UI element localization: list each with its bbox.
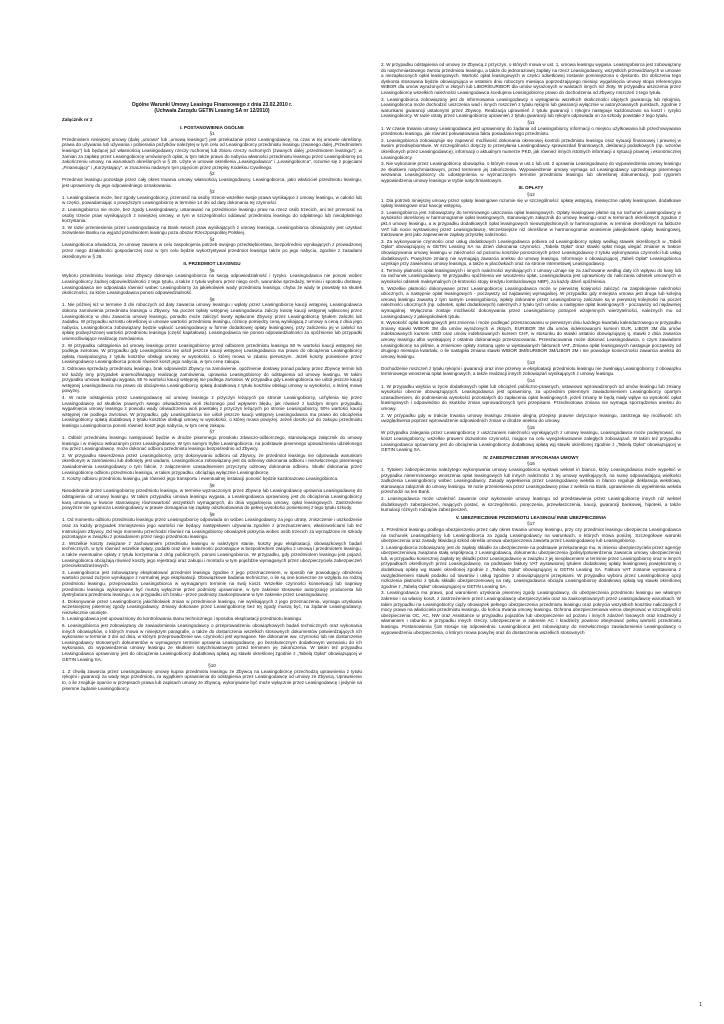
paragraph-text: 3. W razie przeniesienia przez Leasingodawcę na Bank swoich praw wynikających z umowy leasingu, Leasingobiorca obowiązany jest uzyskać zezwolenie Banku na wyjazd przedmiotem leasingu poza obszar Rzeczpospolitej Polskiej. [62, 224, 362, 236]
paragraph-number: §16 [527, 461, 535, 467]
paragraph-number: §1 [209, 131, 215, 137]
document-resolution: (Uchwała Zarządu GETIN Leasing SA nr 12/2010) [154, 108, 270, 114]
paragraph-text: 4. Dokonywanie przez Leasingobiorcę jakichkolwiek zmian w przedmiocie leasingu, nie wynikających z jego przeznaczenia, wymaga uzyskania wcześniejszej pisemnej zgody Leasingodawcy. Zmiany dokonane przez Leasingobiorcę bez tej zgody muszą być, na żądanie Leasingodawcy, niezwłocznie usunięte. [62, 598, 362, 615]
paragraph-text: 2. Leasingobiorca nie może, bez zgody Leasingodawcy, ustanawiać na przedmiocie leasingu praw na rzecz osób trzecich, ani też przenosić na osoby trzecie praw wynikających z niniejszej umowy, w tym w szczególności oddawać przedmiotu leasingu do odpłatnego lub nieodpłatnego korzystania. [62, 206, 362, 224]
paragraph-text: 1. W przypadku wejścia w życie dodatkowych opłat lub obciążeń publiczno-prawnych, ustawowo wprowadzonych od umów leasingu lub zmiany wysokości obecnie obowiązujących, Leasingodawca jest uprawniony, za uprzednim pisemnym zawiadomieniem Leasingobiorcy opartym uzasadnieniem, do podniesienia wysokości pozostałych do zapłacenia opłat leasingowych, jeżeli zmiany te będą miały wpływ na wysokość opłat leasingowych i odpowiednio do skutków zmian wprowadzonych tymi przepisami. Przedmiotowa zmiana nie wymaga sporządzenia aneksu do umowy. [381, 383, 681, 412]
paragraph-text: 1. Nie później niż w terminie 3 dni roboczych od daty zawarcia umowy leasingu i wpłaty przez Leasingobiorcę kaucji wstępnej, Leasingodawca dokona zamówienia przedmiotu leasingu u Zbywcy. Na poczet opłaty wstępnej Leasingodawca zaliczy kwotę kaucji wstępnej wpłaconej przez Leasingobiorcę w dniu zawarcia umowy leasingu, ponadto może zaliczyć kwoty wpłacone Zbywcy przez Leasingobiorcę tytułem zaliczki lub zadatku. W przypadku wzrostu określonej w umowie wartości przedmiotu leasingu, różnicę pomiędzy ceną wynikającą z umowy a ceną z dnia jego nabycia, Leasingobiorca zobowiązany będzie wpłacić Leasingodawcy w formie dodatkowej opłaty leasingowej, przy zaliczeniu jej w całości na spłatę podwyższonej wartości przedmiotu leasingu (część kapitałowa). Leasingodawca nie ponosi odpowiedzialności za opóźnienie lub przypadki uniemożliwiające realizację zamówienia. [62, 302, 362, 341]
paragraph-number: §8 [209, 482, 215, 488]
paragraph-text: 2. Wszelkie koszty związane z zachowaniem przedmiotu leasingu w należytym stanie, koszty jego eksploatacji, obowiązkowych badań technicznych, w tym również wszelkie opłaty, podatki oraz inne należności pozostające w bezpośrednim związku z umową i przedmiotem leasingu, a także ewentualne opłaty z tytułu korzystania z dróg publicznych, ponosi Leasingobiorca. W przypadku, gdy przedmiotem leasingu jest pojazd, Leasingobiorca obciążają również koszty jego rejestracji oraz zakupu i montażu w tym pojeździe wymaganych przez ubezpieczyciela zabezpieczeń przeciwkradzieżowych. [62, 540, 362, 569]
paragraph-number: §11 [527, 119, 535, 125]
paragraph-text: 6. Leasingobiorca jest zobowiązany do zawiadomienia Leasingodawcy o przeprowadzeniu obowiązkowych badań technicznych oraz wykonania innych obowiązków, o których mowa w niniejszym paragrafie, a także do dostarczenia wszelkich stosownych dokumentów potwierdzających ich wykonanie w terminie 3 dni od dnia, w którym przeprowadzenie ww. czynności jest wymagane. Nie dokonanie ww. czynności lub nie dostarczenie Leasingodawcy stosownych dokumentów w wymaganym terminie uprawnia Leasingodawcę, po bezskutecznym dodatkowym wezwaniu do ich wykonania, do wypowiedzenia umowy leasingu ze skutkiem natychmiastowym przed terminem jej zakończenia. W takim też przypadku Leasingodawca uprawniony jest do obciążenia Leasingobiorcy dodatkową opłatą wg stawki określonej zgodnie z „Tabelą Opłat” obowiązującej w GETIN Leasing SA. [62, 623, 362, 662]
paragraph-number: §9 [209, 511, 215, 517]
paragraph-number: §15 [527, 424, 535, 430]
paragraph-text: 3. Odmowa sprzedaży przedmiotu leasingu, brak odpowiedzi Zbywcy na zamówienie, opóźnienie dostawy ponad podany przez Zbywcę termin lub też każdy inny przypadek uniemożliwiający realizację zamówienia, uprawnia Leasingobiorcę do odstąpienia od umowy leasingu. W takim przypadku umowa leasingu wygasa, 50 % wartości kaucji wstępnej nie podlega zwrotowi. W przypadku gdy Leasingobiorca nie uiścił jeszcze kaucji wstępnej Leasingodawca ma prawo do obciążenia Leasingobiorcy opłatą dodatkową z tytułu kosztów obsługi umowy w wysokości, o której mowa powyżej. [62, 365, 362, 394]
paragraph-text: 2. Leasingobiorca jest zobowiązany do terminowego uiszczania opłat leasingowych. Opłaty leasingowe płatne są na rachunek Leasingodawcy w wysokości określonej w harmonogramie opłat leasingowych, stanowiącym załącznik do umowy leasingu oraz w terminach określonych zgodnie z pkt.4 umowy leasingu, a w przypadku dodatkowych opłat leasingowych nieuwzględnionych w harmonogramie, w terminie określonym na fakturze VAT lub nocie wystawionej przez Leasingodawcę. Wcześniejsze niż określone w harmonogramie wniesienie jakiejkolwiek opłaty leasingowej, traktowane jest jako zapewnienie zapłaty przyszłej należności. [381, 209, 681, 238]
paragraph-number: §3 [209, 189, 215, 195]
paragraph-text: Przedmiotem niniejszej umowy (dalej „umowa” lub „umową leasingu”) jest przekazanie przez Leasingodawcę, na czas w tej umowie określony, prawa do używania lub używania i pobierania pożytków należytej w tym celu od Leasingobiorcy przedmiotu leasingu (zwanego dalej „Przedmiotem leasingu”) lub będącej już własnością Leasingodawcy rzeczy ruchomej lub zbioru rzeczy ruchomych (zwanych dalej „przedmiotem leasingu”), w zamian za zapłatę przez Leasingobiorcę umówionych opłat, w tym także prawo do nabycia własności przedmiotu leasingu przez Leasingobiorcę po zakończeniu umowy, na warunkach określonych w § 26. Użyte w umowie określenia „Leasingodawca” i „Leasingobiorca”, rozumie się z pojęciami „Finansujący” i „Korzystający”, w znaczeniu nadanym tym pojęciom przez przepisy Kodeksu Cywilnego. [62, 136, 362, 170]
section-heading: IV. ZABEZPIECZENIE WYKONANIA UMOWY [483, 454, 579, 460]
page-number: 1 [699, 1002, 702, 1008]
paragraph-text: Dochodzenie roszczeń z tytułu rękojmi i gwarancji oraz inne przerwy w eksploatacji przedmiotu leasingu nie zwalniają Leasingobiorcy z obowiązku terminowego wnoszenia opłat leasingowych, a także realizacji innych zobowiązań wynikających z umowy leasingu. [381, 365, 681, 377]
paragraph-number: §17 [527, 521, 535, 527]
paragraph-text: 3. Leasingobiorca zobowiązany jest do informowania Leasingodawcy o wystąpieniu wszelkich okoliczności objętych gwarancją lub rękojmią. Leasingobiorca może dochodzić uiszczenia wad i innych roszczeń z tytułu rękojmi lub gwarancji wyłącznie w autoryzowanych punktach, zgodnie z warunkami gwarancji ustalonymi przez Zbywcę. Realizacja uprawnień z tytułu gwarancji i rękojmi następuje każdorazowo na koszt i ryzyko Leasingobiorcy. W razie utraty przez Leasingobiorcę uprawnień z tytułu gwarancji lub rękojmi odpowiada on za szkody powstałe z tego tytułu. [381, 96, 681, 119]
paragraph-text: W przypadku zalegania przez Leasingobiorcę z uiszczaniem należności wynikających z umowy leasingu, Leasingodawca może podejmować, na koszt Leasingobiorcy, wszelkie prawem dozwolone czynności, mające na celu wyegzekwowanie zaległych zobowiązań. W takim też przypadku Leasingodawca uprawniony jest do obciążenia Leasingobiorcy dodatkową opłatą wg stawki określonej zgodnie z „Tabelą Opłat” obowiązującej w GETIN Leasing SA. [381, 430, 681, 453]
paragraph-text: 1. Tytułem zabezpieczenia należytego wykonywania umowy Leasingobiorca wystawi weksel in blanco, który Leasingodawca może wypełnić w przypadku nieterminowego wnoszenia opłat leasingowych lub innych należności z tej umowy wynikających, na sumę odpowiadającą wielkości zadłużenia Leasingobiorcy wobec Leasingodawcy. Zasady wypełnienia przez Leasingodawcę weksla in blanco reguluje deklaracja wekslowa, stanowiąca załącznik do umowy leasingu. W razie przeniesienia przez Leasingodawcę praw z weksla na Bank, uprawnienie do wypełnienia weksla przechodzi na ten Bank. [381, 466, 681, 495]
right-column [381, 62, 681, 1007]
paragraph-text: Leasingobiorca oświadcza, że umowę zawiera w celu zaspokojenia potrzeb swojego przedsiębiorstwa, bezpośrednio wynikających z prowadzonej przez niego działalności gospodarczej oraz w tym celu będzie wykorzystywał przedmiot leasingu także po jego nabyciu, zgodnie z zasadami określonymi w § 26. [62, 242, 362, 259]
paragraph-text: 3. Leasingobiorca jest zobowiązany eksploatować przedmiot leasingu zgodnie z jego przeznaczeniem, w sposób nie powodujący obniżenia wartości ponad zużycie wynikające z normalnej jego eksploatacji. Obowiązkowe badania techniczne, o ile są one konieczne ze względu na rodzaj przedmiotu leasingu, przeprowadza Leasingobiorca w wymaganym terminie na swój koszt. Wszelkie czynności konserwacji lub naprawy przedmiotu leasingu wykonywane być muszą wyłącznie przez podmioty uprawnione, w tym zakresie stosownie autoryzację producenta lub dystrybutora przedmiotu leasingu, a w przypadku ich braku - przez podmioty zaakceptowane w tym zakresie przez Leasingodawcę. [62, 569, 362, 598]
paragraph-text: 1. W czasie trwania umowy Leasingodawca jest uprawniony do żądania od Leasingobiorcy informacji o miejscu użytkowania lub przechowywania przedmiotu leasingu, jak również pokwiatowania faktu posiadania tego przedmiotu. [381, 125, 681, 137]
paragraph-text: 1. Przedmiot leasingu podlega ubezpieczeniu przez cały okres trwania umowy leasingu, przy czy przedmiot leasingu ubezpiecza Leasingodawca na rachunek Leasingobiorcy lub Leasingobiorca za zgodą Leasingodawcy na warunkach, o których mowa poniżej. Szczegółowe warunki ubezpieczenia oraz zasady likwidacji szkód określa umowa ubezpieczenia zawarta przez Leasingodawcę lub Leasingobiorcę. [381, 526, 681, 544]
paragraph-text: 1. Dla potrzeb niniejszej umowy przez opłaty leasingowe rozumie się w szczególności: opłatę wstępną, miesięczne opłaty leasingowe, dodatkowe opłaty leasingowe oraz kaucję wstępną. [381, 197, 681, 209]
paragraph-text: 1. Z chwilą zawarcia przez Leasingodawcę umowy kupna przedmiotu leasingu ze Zbywcą na Leasingobiorcę przechodzą uprawnienia z tytułu rękojmi i gwarancji za wady tego przedmiotu, za wyjątkiem uprawnienia do odstąpienia przez Leasingodawcę od umowy ze Zbywcą. Uprawnienie to, o ile znajduje oparcie w przepisach prawa lub zapisach umowy ze Zbywcą, wykonywane być może wyłącznie przez Leasingodawcę i jedynie na pisemne żądanie Leasingobiorcy. [62, 668, 362, 691]
paragraph-text: 3. Nie wykonanie przez Leasingobiorcę obowiązku, o którym mowa w ust.1 lub ust. 2 uprawnia Leasingodawcę do wypowiedzenia umowy leasingu ze skutkiem natychmiastowym, przed terminem jej zakończenia. Wypowiedzenie umowy wymaga od Leasingodawcy uprzedniego pisemnego wezwania Leasingobiorcy do udostępnienia w wyznaczonym terminie przedmiotu leasingu lub określonej dokumentacji, pod rygorem wypowiedzenia umowy leasingu w trybie natychmiastowym. [381, 161, 681, 183]
paragraph-text: 5. Leasingodawca jest upoważniony do kontrolowania stanu technicznego i sposobu eksploatacji przedmiotu leasingu. [62, 616, 303, 622]
paragraph-text: 5. Wszelkie płatności dokonywane przez Leasingobiorcę Leasingodawca może w pierwszej kolejności zaliczyć na zaspokojenie należności ubocznych, a następnie opłat leasingowych - począwszy od najdawniej wymagalnej. W przypadku gdy mniejsza umowa jest druga lub kolejną umową leasingu zawartą z tym samym Leasingobiorcą, wpłaty dokonane przez Leasingobiorcę zaliczane są w pierwszej kolejności na poczet należności ubocznych (np. odsetek, opłat dodatkowych) należnych z tytułu tych umów, a następnie opłat leasingowych - począwszy od najdawniej wymagalnej. Wyłączona zostaje możliwość dokonywania przez Leasingobiorcę potrąceń wzajemnych wierzytelności, należnych mu od Leasingodawcy z jakiegokolwiek tytułu. [381, 285, 681, 319]
paragraph-number: §4 [209, 236, 215, 242]
paragraph-text: Wyboru przedmiotu leasingu oraz Zbywcy dokonuje Leasingobiorca na swoją odpowiedzialność i ryzyko. Leasingodawca nie ponosi wobec Leasingobiorcy żadnej odpowiedzialności z tego tytułu, a także z tytułu wyboru przez niego cech, warunków sprzedaży, terminu i sposobu dostawy. Leasingodawca nie odpowiada również wobec Leasingobiorcy za jakiekolwiek wady przedmiotu leasingu, chyba że wady te powstały na skutek okoliczności, za które Leasingodawca ponosi odpowiedzialność. [62, 273, 362, 296]
document-title: Ogólne Warunki Umowy Leasingu Finansowego z dnia 23.02.2010 r. [131, 102, 293, 108]
paragraph-number: §5 [209, 267, 215, 273]
paragraph-text: 2. W przypadku odstąpienia od umowy leasingu przez Leasingobiorcę przed odbiorem przedmiotu leasingu 50 % wartości kaucji wstępnej nie podlega zwrotowi. W przypadku gdy Leasingobiorca nie uiścił jeszcze kaucji wstępnej Leasingodawca ma prawo do obciążenia Leasingobiorcy opłatą manipulacyjną z tytułu kosztów obsługi umowy w wysokości, o której mowa w zdaniu pierwszym. Jeżeli koszty poniesione przez Leasingodawcę Leasingobiorca ponosi również koszt jego nabycia, w tym cenę zakupu. [62, 342, 362, 365]
section-heading: I. POSTANOWIENIA OGÓLNE [180, 124, 244, 130]
paragraph-number: §12 [527, 192, 535, 198]
paragraph-text: 4. W razie odstąpienia przez Leasingodawcę od umowy leasingu z przyczyn leżących po stronie Leasingobiorcy, uchylenia się przez Leasingodawcę od skutków prawnych swego oświadczenia woli złożonego pod wpływem błędu, jak również z każdym innym przypadku wygaśnięcia umowy leasingu z powodu wady oświadczenia woli powstałej z przyczyn leżących po stronie Leasingobiorcy, 50% wartości kaucji wstępnej nie podlega zwrotowi. W przypadku, gdy Leasingobiorca nie uiścił jeszcze kaucji wstępnej Leasingodawca ma prawo do obciążenia Leasingobiorcy opłatą dodatkową z tytułu kosztów obsługi umowy w wysokości, o której mowa powyżej. Jeżeli doszło już do zakupu przedmiotu leasingu Leasingobiorca ponosi również koszt jego nabycia, w tym cenę zakupu. [62, 394, 362, 428]
paragraph-text: Nieodebranie przez Leasingobiorcę przedmiotu leasingu, w terminie wyznaczonym przez Zbywcę lub Leasingodawcę uprawnia Leasingodawcę do odstąpienia od umowy leasingu. W takim przypadku umowa leasingu wygasa, a Leasingodawca uprawniony jest do obciążenia Leasingobiorcy karą umowną w kwocie stanowiącej równowartość wszystkich wymaganych, do dnia wygaśnięcia umowy, opłat leasingowych. Zastrzeżenie powyższe nie ogranicza Leasingodawcy w prawie domagania się zapłaty odszkodowania do pełnej wysokości poniesionej z tego tytułu szkody. [62, 488, 362, 511]
paragraph-text: 3. Za wykonywanie czynności oraz usług dodatkowych Leasingodawca pobiera od Leasingobiorcy opłaty według stawek określonych w „Tabeli Opłat” obowiązującej w GETIN Leasing SA na dzień dokonania czynności. „Tabela Opłat” oraz stawki opłat mogą ulegać zmianie w trakcie obowiązywania umowy leasingu w zależności od poziomu kosztów ponoszonych przez Leasingodawcę z tytułu wykonywania czynności lub usług dodatkowych. Powyższe zmiany nie wymagają zawarcia aneksu do umowy leasingu. Informacje o obowiązującej „Tabeli Opłat” Leasingobiorca uzyskuje przy zawieraniu umowy leasingu, a także w placówkach oraz na stronie internetowej Leasingodawcy. [381, 238, 681, 267]
section-heading: V. UBEZPIECZENIE PRZEDMIOTU LEASINGU/ INNE UBEZPIECZENIA [455, 514, 607, 520]
paragraph-text: 4. Terminy płatności opłat leasingowych i innych należności wynikających z umowy uznaje się za zachowane według daty ich wpływu do kasy lub na rachunek Leasingodawcy. W przypadku opóźnienia we wnoszeniu opłat, Leasingodawca jest uprawniony do naliczania odsetek umownych w wysokości odsetek maksymalnych (4-krotności stopy kredytu lombardowego NBP), za każdy dzień opóźnienia. [381, 267, 681, 284]
paragraph-text: Przedmiot leasingu pozostaje przez cały okres trwania umowy własnością Leasingodawcy. Leasingobiorca, jako właściciel przedmiotu leasingu, jest uprawniony do jego odpowiedniego oznakowania. [62, 176, 362, 188]
paragraph-number: §13 [527, 360, 535, 366]
left-column [62, 102, 362, 1002]
paragraph-text: 1. Leasingodawca może, bez zgody Leasingobiorcy, przenosić na osoby trzecie wszelkie swoje prawa wynikające z umowy leasingu, w całości lub w części, powiadamiając o powyższym Leasingobiorcę w terminie 14 dni od daty dokonania tej czynności. [62, 194, 362, 206]
paragraph-text: 2. W przypadku gdy w trakcie trwania umowy leasingu zmianie ulegną przepisy prawne dotyczące leasingu, zastrzega się możliwość ich uwzględnienia poprzez wprowadzenie odpowiednich zmian w drodze aneksu do umowy. [381, 412, 681, 424]
paragraph-text: 6. Wysokość opłat leasingowych jest zmienna i może podlegać przeszacowaniu w pierwszym dniu każdego kwartału kalendarzowego w przypadku zmiany stawki WIBOR 3M dla umów wyrażonych w złotych, EURIBOR 3M dla umów indeksowanym kursem EUR, LIBOR 3M dla umów indeksowanych kursem USD oraz umów indeksowanych kursem CHF, w stosunku do stawki ostatnio obowiązującej tj. stawki z dnia zawarcia umowy leasingu albo wynikającej z ostatnio dokonanego przeszacowania. Przeszacowania może dokonać Leasingodawca, o czym zawiadomi Leasingobiorcę na piśmie, a zmienione opłaty zostaną ujęte w wystawianych fakturach VAT. Zmiana opłat leasingowych nastąpuje począwszy od drugiego miesiąca kwartału, o ile nastąpiła zmiana stawki WIBOR 3M/EURIBOR 3M/LIBOR 3M i nie powoduje konieczności zawarcia aneksu do umowy leasingu. [381, 320, 681, 359]
paragraph-number: §2 [209, 171, 215, 177]
paragraph-text: 2. Leasingodawca może uzależnić zawarcie oraz wykonanie umowy leasingu od przedstawienia przez Leasingobiorcę innych niż weksel dodatkowych zabezpieczeń, mających postać, w szczególności, poręczenia, przewłaszczenia, kaucji, gwarancji bankowej, hipoteki, a także kumulacji różnych rodzajów zabezpieczeń. [381, 495, 681, 513]
paragraph-text: 1. Od momentu odbioru przedmiotu leasingu przez Leasingobiorcę odpowiada on wobec Leasingodawcy za jego utratę, zniszczenie i uszkodzenie oraz za każdy przypadek zmniejszenia jego wartości nie będący następstwem używania zgodnie z przeznaczeniem, właściwościami lub też Instrukcjami Zbywcy. Od tego momentu przechodzi również na Leasingobiorcę obowiązek pokrycia wobec osób trzecich za wyrządzone im szkody pozostające w związku z posiadaniem przez niego przedmiotu leasingu. [62, 517, 362, 540]
section-heading: III. OPŁATY [518, 185, 544, 191]
paragraph-text: 2. W przypadku stwierdzenia przez Leasingobiorcę, przy dokonywaniu odbioru od Zbywcy, że przedmiot leasingu nie odpowiada warunkom określonym w zamówieniu lub dotknięty jest wadami, Leasingobiorca zobowiązany jest do odmowy dokonania odbioru i niezwłocznego pisemnego zawiadomienia Leasingodawcy o tym fakcie, z załączeniem uzasadnieniem przyczyny odmowy dokonania odbioru. Skutki dokonania przez Leasingobiorcę odbioru przedmiotu leasingu, w takim przypadku, obciążają wyłącznie Leasingobiorcę. [62, 452, 362, 475]
paragraph-text: 3. Koszty odbioru przedmiotu leasingu, jak również jego transportu i ewentualnej instalacji ponosić będzie kazdorazowo Leasingobiorca. [62, 476, 339, 482]
section-heading: II. PRZEDMIOT LEASINGU [183, 261, 241, 267]
paragraph-text: 2. Leasingobiorca zobowiązany jest do zapłaty składki za ubezpieczenie na podstawie przekazanego mu, w imieniu ubezpieczyciela przez agencję ubezpieczeniową związana stałą współpracą z Leasingodawcą, dokumentu ubezpieczenia (polisy/potwierdzenia zawarcia umowy ubezpieczenia) lub, w przypadku koniecznej zapłaty tej składki przez Leasingodawcę w związku z jej nieopłaceniem w terminie przez Leasingobiorcę oraz w innych przypadkach określonych przez Leasingodawcę, na podstawie faktury VAT wystawionej tytułem dodatkowej opłaty leasingowej powiększonej o dodatkową opłatę wg stawki określonej zgodnie z „Tabelą Opłat” obowiązującej w GETIN Leasing SA. Faktura VAT zostanie wystawiona z uwzględnieniem stawki podatku od towarów i usług zgodnie z obowiązującymi przepisami. W przypadku wyboru przez Leasingobiorcę opcji rozłożenia płatności z tytułu składki ubezpieczeniowej na raty, Leasingodawca obciąża Leasingobiorcę dodatkową opłatą wg stawki określonej zgodnie z „Tabelą Opłat” obowiązującej w GETIN Leasing SA. [381, 544, 681, 589]
paragraph-number: §10 [208, 663, 216, 669]
paragraph-number: §7 [209, 429, 215, 435]
paragraph-text: 2. Leasingobiorca zobowiązuje się zapewnić możliwość dokonania okresowej kontroli przedmiotu leasingu oraz sytuacji finansowej i prawnej w swoim przedsiębiorstwie. W szczególności dotyczy to przesyłania Leasingodawcy sprawozdań finansowych, deklaracji podatkowych (np. wzorów określonych przez Leasingodawcę), informacji o aktualnym numerze PKD, jak również innych istotnych informacji o sytuacji prawnej i ekonomicznej Leasingobiorcy. [381, 137, 681, 160]
paragraph-text: 3. Leasingodawca ma prawo, pod warunkiem uzyskania pisemnej zgody Leasingodawcy, do ubezpieczenia przedmiotu leasingu we własnym zakresie i na własny koszt, z zastrzeżeniem przez Leasingodawcę ubezpieczyciela oraz na zaakceptowanych przez Leasingodawcę warunkach. W takim przypadku na Leasingobiorcy ciąży obowiązek pełnego ubezpieczenia przedmiotu leasingu oraz pokrycia wszystkich kosztów naliczanych z mocy prawa na właściciela przedmiotu leasingu, do końca trwania umowy leasingu. Ochrona ubezpieczeniowa winna obejmować w szczególności ubezpieczenia OC, AC, NW oraz Assistance w przypadku pojazdów lub ubezpieczenie od pożaru i innych zdarzeń losowych oraz kradzieży z włamaniem i rabunku w przypadku innych rzeczy. Ubezpieczenie w zakresie AC i kradzieży powinno obejmować pełną wartość przedmiotu leasingu. Postanowienia §18 stosuje się odpowiednio. Leasingobiorca jest zobowiązany do niezwłocznego zawiadomienia Leasingodawcy o wypowiedzeniu ubezpieczenia, o którym mowa powyżej oraz do dostarczenia wszelkich stosownych [381, 590, 681, 635]
paragraph-text: 2. W przypadku odstąpienia od umowy ze Zbywcą z przyczyn, o których mowa w ust. 1, umowa leasingu wygasa. Leasingobiorca jest zobowiązany do natychmiastowego zwrotu przedmiotu leasingu, a także do jednorazowej zapłaty na rzecz Leasingodawcy, wszystkich przewidzianych w umowie a niezapłaconych opłat leasingowych. Wartość opłat leasingowych w części odsetkowej zostanie pomniejszona o dyskonto. Do obliczenia tego dyskonta stosowana będzie obowiązująca w ostatnim dniu roboczym miesiąca poprzedzającego miesiąc wygaśnięcia umowy stopa referencyjna WIBOR dla umów wyrażonych w złotych lub LIBOR/EURIBOR dla umów wyrażonych w walutach innych niż złoty. W przypadku uiszczenia przez Leasingobiorcę wszelkich należności Leasingodawca scedujena Leasingobiorcę prawo do dochodzenia od Zbywcy roszczeń z tego tytułu. [381, 62, 681, 95]
left-column-content [62, 125, 362, 692]
paragraph-number: §14 [527, 378, 535, 384]
annex-label: Załącznik nr 2 [62, 117, 93, 122]
paragraph-number: §6 [209, 296, 215, 302]
paragraph-text: 1. Odbiór przedmiotu leasingu następować będzie w drodze pisemnego protokołu zdawczo-odbiorczego, stanowiącego załącznik do umowy leasingu i w miejscu wskazanym przez Leasingodawcę. W tym samym trybie Leasingobiorca, na podstawie pisemnego upoważnienia udzielonego mu przez Leasingodawcę, może dokonać odbioru przedmiotu leasingu bezpośrednio od Zbywcy. [62, 435, 362, 452]
right-column-content [381, 62, 681, 635]
